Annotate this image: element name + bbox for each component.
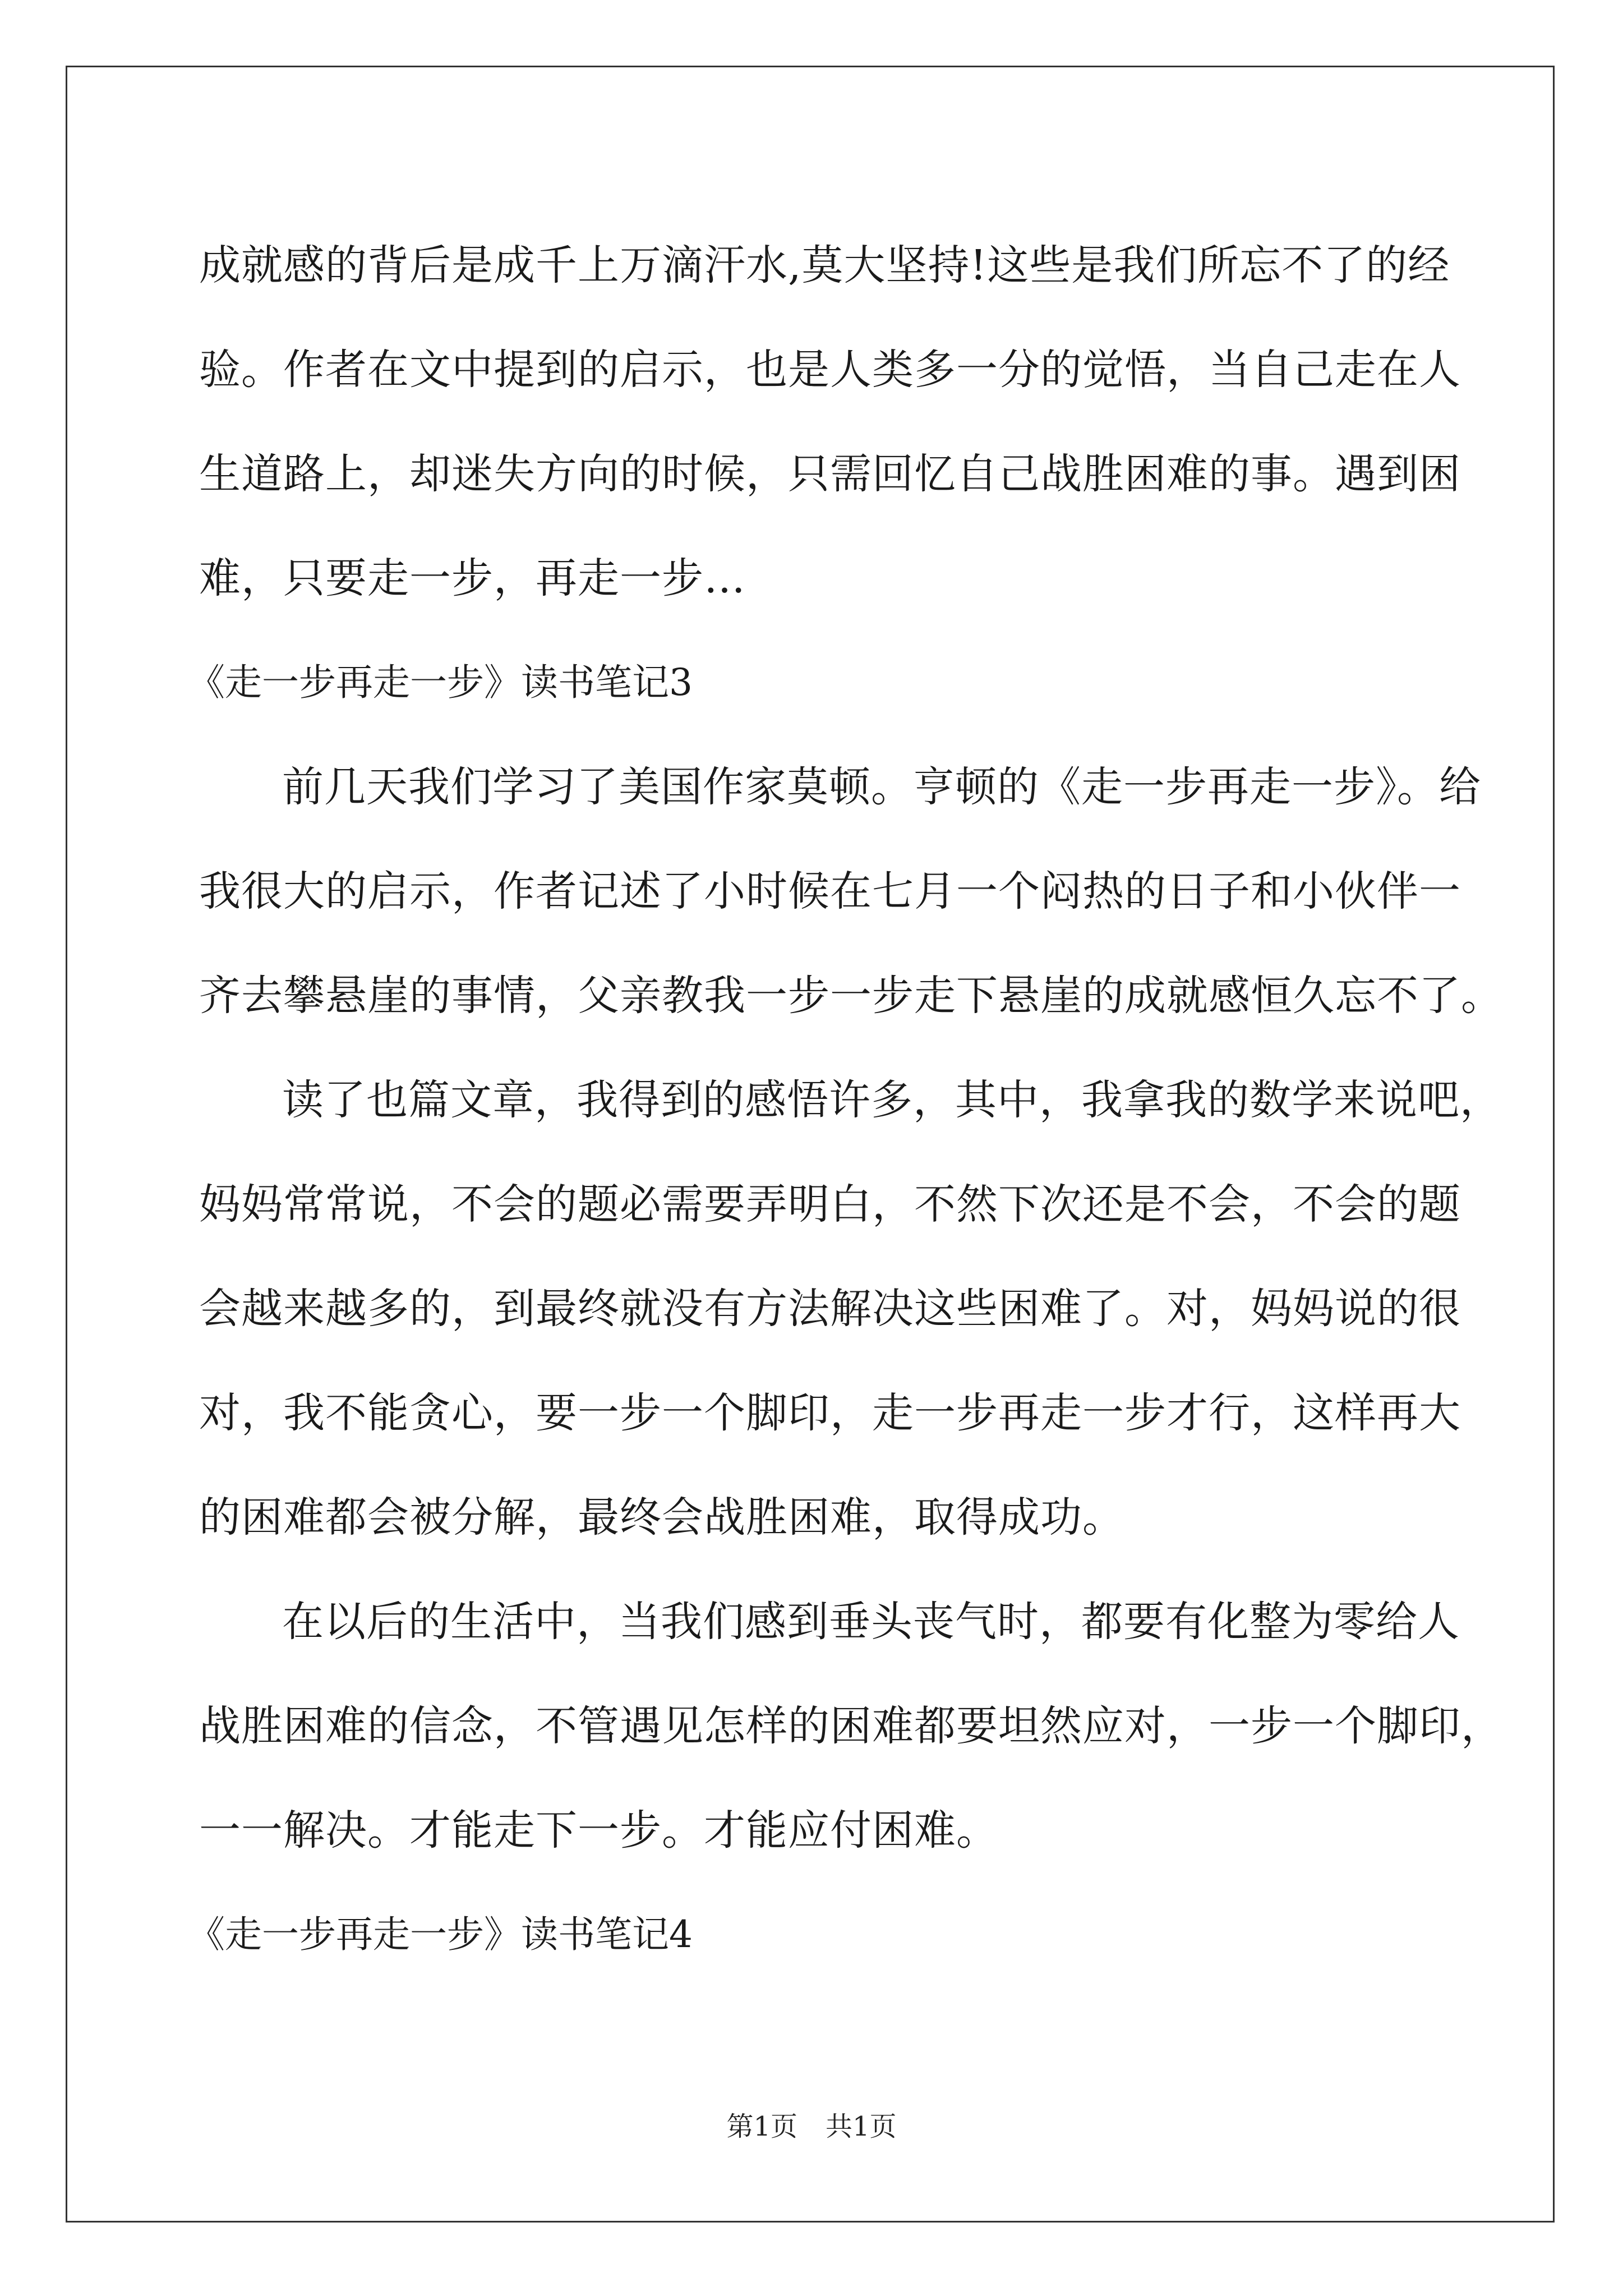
paragraph-line: 一一解决。才能走下一步。才能应付困难。 — [199, 1806, 998, 1855]
paragraph-line: 成就感的背后是成千上万滴汗水,莫大坚持!这些是我们所忘不了的经 — [199, 241, 1450, 289]
document-body — [188, 213, 1503, 1987]
paragraph-line: 会越来越多的，到最终就没有方法解决这些困难了。对，妈妈说的很 — [199, 1285, 1461, 1333]
paragraph-line: 战胜困难的信念，不管遇见怎样的困难都要坦然应对，一步一个脚印， — [199, 1702, 1503, 1750]
page-number-current: 第1页 — [726, 2111, 797, 2142]
paragraph-line: 验。作者在文中提到的启示，也是人类多一分的觉悟，当自己走在人 — [199, 346, 1461, 394]
paragraph-line: 妈妈常常说，不会的题必需要弄明白，不然下次还是不会，不会的题 — [199, 1180, 1461, 1228]
page-footer — [0, 2105, 1623, 2143]
paragraph-line: 在以后的生活中，当我们感到垂头丧气时，都要有化整为零给人 — [282, 1598, 1460, 1646]
paragraph-line: 生道路上，却迷失方向的时候，只需回忆自己战胜困难的事。遇到困 — [199, 450, 1461, 498]
section-heading-4: 《走一步再走一步》读书笔记4 — [188, 1913, 693, 1956]
section-heading-3: 《走一步再走一步》读书笔记3 — [188, 661, 693, 704]
paragraph-line: 齐去攀悬崖的事情，父亲教我一步一步走下悬崖的成就感恒久忘不了。 — [199, 972, 1503, 1020]
paragraph-line: 读了也篇文章，我得到的感悟许多，其中，我拿我的数学来说吧， — [282, 1076, 1502, 1124]
paragraph-line: 对，我不能贪心，要一步一个脚印，走一步再走一步才行，这样再大 — [199, 1389, 1461, 1437]
paragraph-line: 难，只要走一步，再走一步… — [199, 554, 746, 602]
page-number-total: 共1页 — [826, 2111, 897, 2142]
paragraph-line: 我很大的启示，作者记述了小时候在七月一个闷热的日子和小伙伴一 — [199, 867, 1461, 915]
paragraph-line: 的困难都会被分解，最终会战胜困难，取得成功。 — [199, 1493, 1124, 1542]
paragraph-line: 前几天我们学习了美国作家莫顿。亨顿的《走一步再走一步》。给 — [282, 763, 1481, 811]
